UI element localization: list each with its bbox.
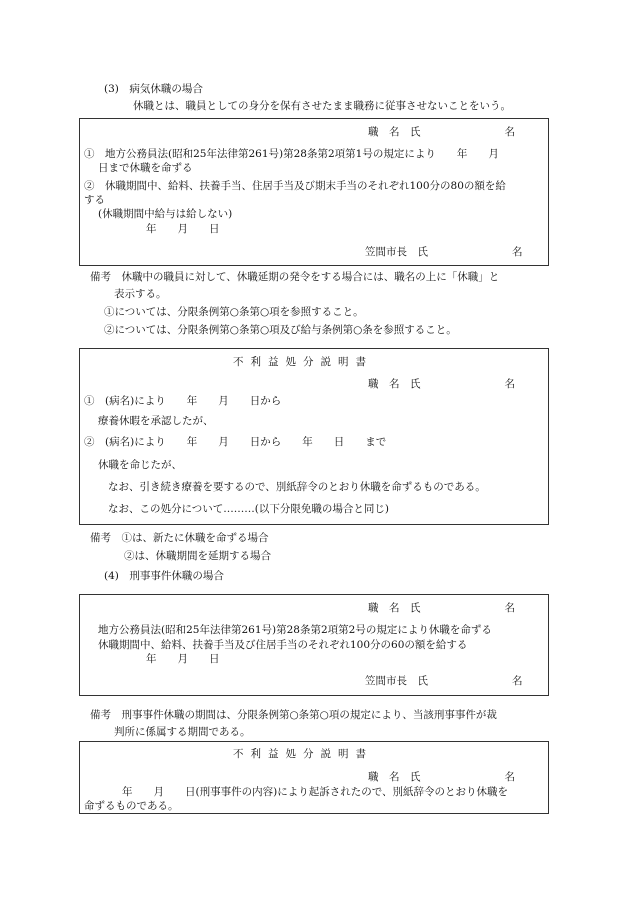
disadvantage-statement-box-2	[79, 741, 549, 814]
section3-intro: 休職とは、職員としての身分を保有させたまま職務に従事させないことをいう。	[133, 100, 511, 112]
statement-line1: ① (病名)により 年 月 日から	[84, 395, 282, 407]
issuer-line: 笠間市長 氏 名	[365, 675, 523, 687]
statement-line6: なお、この処分について………(以下分限免職の場合と同じ)	[108, 503, 389, 515]
item2-line2: する	[84, 194, 105, 206]
order-line2: 休職期間中、給料、扶養手当及び住居手当のそれぞれ100分の60の額を給する	[98, 639, 468, 651]
date-line: 年 月 日	[146, 653, 220, 665]
note3-line2: 判所に係属する期間である。	[114, 726, 251, 738]
note3-line1: 備考 刑事事件休職の期間は、分限条例第○条第○項の規定により、当該刑事事件が裁	[90, 709, 497, 721]
date-line: 年 月 日	[146, 223, 220, 235]
section4-heading: (4) 刑事事件休職の場合	[104, 570, 224, 582]
order-box-sick-leave	[79, 118, 549, 266]
note1-line4: ②については、分限条例第○条第○項及び給与条例第○条を参照すること。	[104, 324, 457, 336]
statement-line1: 年 月 日(刑事事件の内容)により起訴されたので、別紙辞令のとおり休職を	[122, 786, 508, 798]
issuer-line: 笠間市長 氏 名	[365, 246, 523, 258]
statement-line2: 命ずるものである。	[84, 800, 179, 812]
note1-line3: ①については、分限条例第○条第○項を参照すること。	[104, 306, 364, 318]
statement-title: 不利益処分説明書	[233, 748, 373, 760]
disadvantage-statement-box-1	[79, 348, 549, 525]
order-box-criminal-leave	[79, 594, 549, 696]
order-line1: 地方公務員法(昭和25年法律第261号)第28条第2項第2号の規定により休職を命ずる	[98, 624, 492, 636]
note1-line1: 備考 休職中の職員に対して、休職延期の発令をする場合には、職名の上に「休職」と	[90, 271, 500, 283]
note2-line1: 備考 ①は、新たに休職を命ずる場合	[90, 532, 269, 544]
recipient-line: 職 名 氏 名	[368, 378, 515, 390]
statement-line4: 休職を命じたが、	[98, 459, 182, 471]
recipient-line: 職 名 氏 名	[368, 771, 515, 783]
statement-line2: 療養休暇を承認したが、	[98, 415, 214, 427]
note2-line2: ②は、休職期間を延期する場合	[124, 550, 271, 562]
statement-line5: なお、引き続き療養を要するので、別紙辞令のとおり休職を命ずるものである。	[108, 481, 486, 493]
note1-line2: 表示する。	[114, 288, 167, 300]
statement-line3: ② (病名)により 年 月 日から 年 日 まで	[84, 436, 387, 448]
recipient-line: 職 名 氏 名	[368, 126, 515, 138]
section3-heading: (3) 病気休職の場合	[104, 83, 203, 95]
item1-line2: 日まで休職を命ずる	[98, 162, 193, 174]
item1-line1: ① 地方公務員法(昭和25年法律第261号)第28条第2項第1号の規定により 年 月	[84, 148, 499, 160]
item2-line1: ② 休職期間中、給料、扶養手当、住居手当及び期末手当のそれぞれ100分の80の額を給	[84, 180, 506, 192]
recipient-line: 職 名 氏 名	[368, 602, 515, 614]
item2-line3: (休職期間中給与は給しない)	[98, 208, 233, 220]
statement-title: 不利益処分説明書	[233, 356, 373, 368]
